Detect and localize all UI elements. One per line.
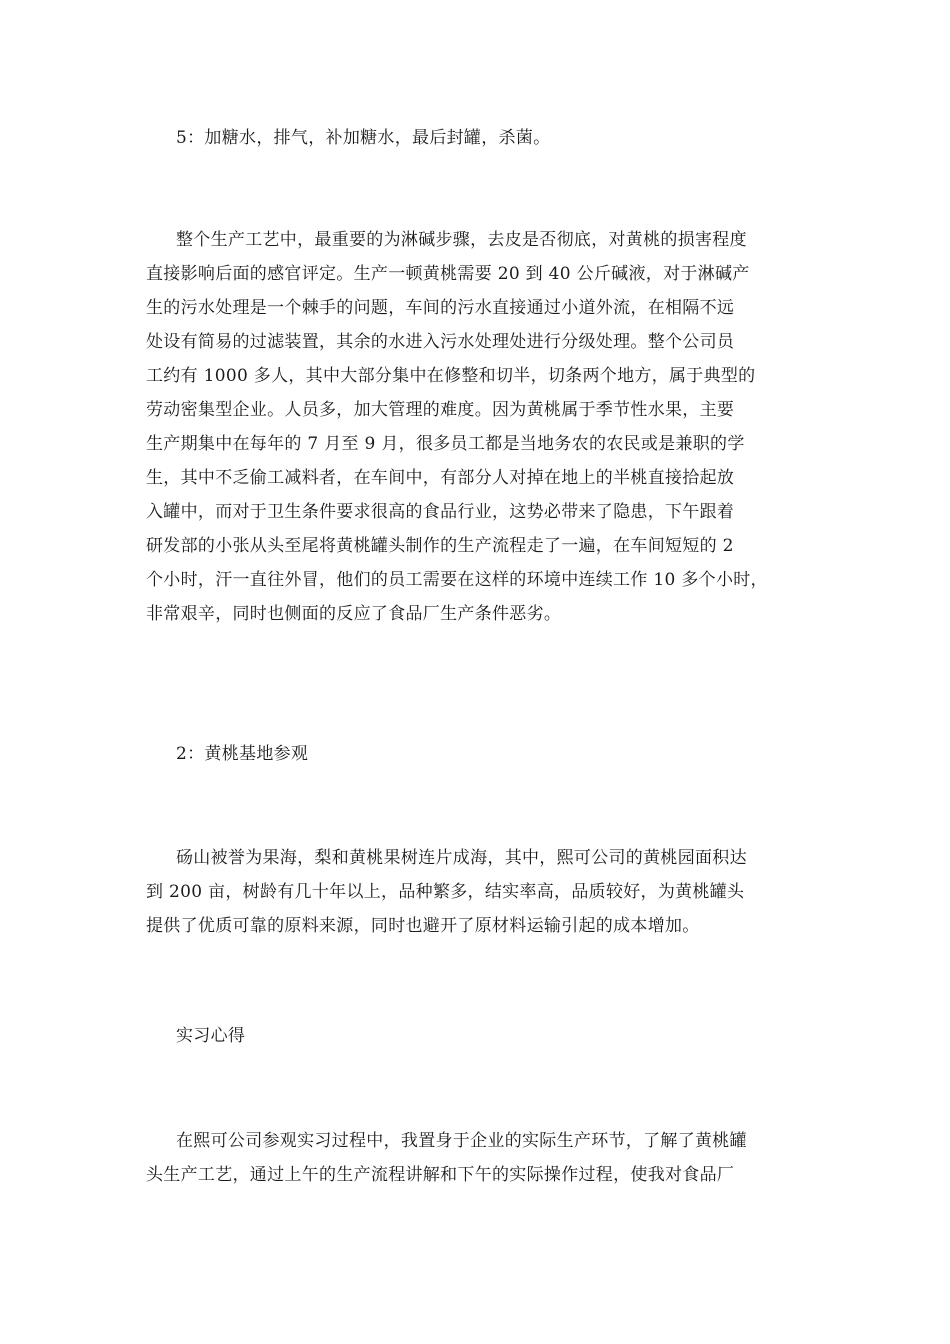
step-5-text: 5：加糖水，排气，补加糖水，最后封罐，杀菌。: [176, 128, 551, 148]
paragraph-base: [146, 841, 816, 943]
paragraph-process: [146, 223, 816, 631]
paragraph-line: 入罐中，而对于卫生条件要求很高的食品行业，这势必带来了隐患，下午跟着: [146, 502, 735, 522]
paragraph-line: 生产期集中在每年的 7 月至 9 月，很多员工都是当地务农的农民或是兼职的学: [146, 434, 745, 454]
paragraph-line: 工约有 1000 多人，其中大部分集中在修整和切半，切条两个地方，属于典型的: [146, 366, 756, 386]
paragraph-line: 在熙可公司参观实习过程中，我置身于企业的实际生产环节，了解了黄桃罐: [176, 1131, 747, 1151]
paragraph-line: 直接影响后面的感官评定。生产一顿黄桃需要 20 到 40 公斤碱液，对于淋碱产: [146, 264, 750, 284]
paragraph-line: 整个生产工艺中，最重要的为淋碱步骤，去皮是否彻底，对黄桃的损害程度: [176, 230, 747, 250]
paragraph-line: 研发部的小张从头至尾将黄桃罐头制作的生产流程走了一遍，在车间短短的 2: [146, 536, 734, 556]
paragraph-line: 到 200 亩，树龄有几十年以上，品种繁多，结实率高，品质较好，为黄桃罐头: [146, 882, 745, 902]
heading-base-visit: 2：黄桃基地参观: [176, 744, 309, 764]
paragraph-line: 提供了优质可靠的原料来源，同时也避开了原材料运输引起的成本增加。: [146, 916, 700, 936]
paragraph-line: 劳动密集型企业。人员多，加大管理的难度。因为黄桃属于季节性水果，主要: [146, 400, 735, 420]
paragraph-line: 个小时，汗一直往外冒，他们的员工需要在这样的环境中连续工作 10 多个小时，: [146, 570, 768, 590]
paragraph-experience: [146, 1124, 816, 1192]
paragraph-line: 头生产工艺，通过上午的生产流程讲解和下午的实际操作过程，使我对食品厂: [146, 1165, 735, 1185]
paragraph-line: 砀山被誉为果海，梨和黄桃果树连片成海，其中，熙可公司的黄桃园面积达: [176, 848, 747, 868]
paragraph-line: 生，其中不乏偷工减料者，在车间中，有部分人对掉在地上的半桃直接拾起放: [146, 468, 735, 488]
paragraph-line: 非常艰辛，同时也侧面的反应了食品厂生产条件恶劣。: [146, 604, 562, 624]
paragraph-line: 处设有简易的过滤装置，其余的水进入污水处理处进行分级处理。整个公司员: [146, 332, 735, 352]
paragraph-line: 生的污水处理是一个棘手的问题，车间的污水直接通过小道外流，在相隔不远: [146, 298, 735, 318]
heading-experience: 实习心得: [176, 1026, 246, 1046]
